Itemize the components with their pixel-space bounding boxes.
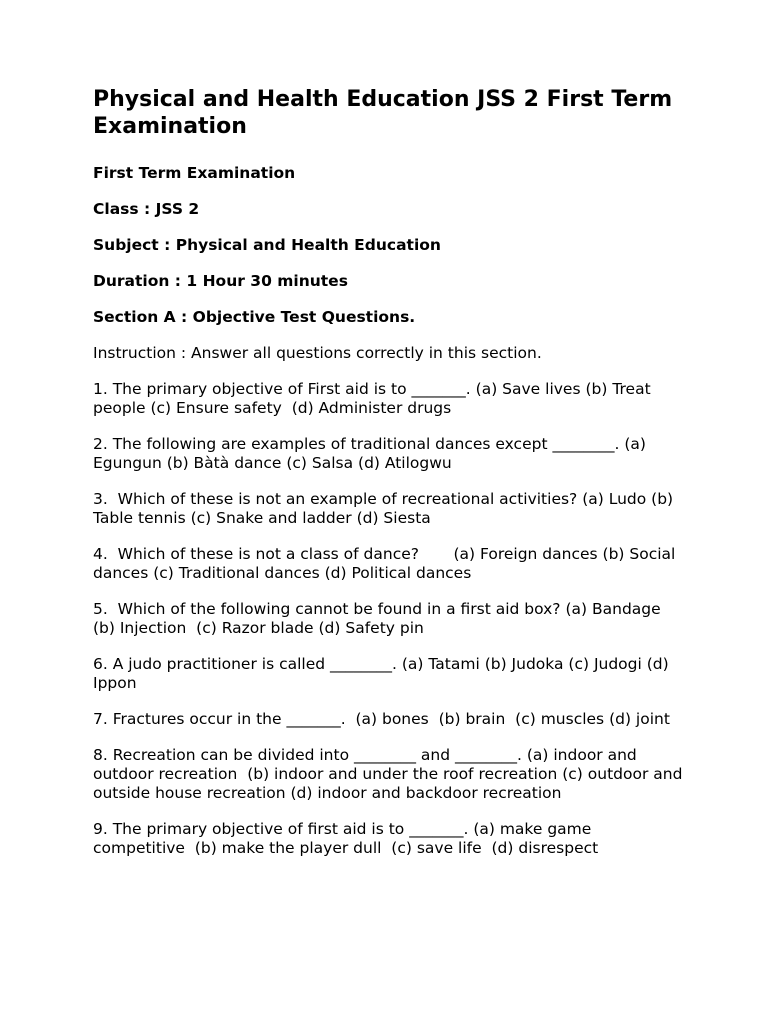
section-heading: Section A : Objective Test Questions. bbox=[93, 308, 416, 326]
subject-line: Subject : Physical and Health Education bbox=[93, 236, 441, 254]
question-2: 2. The following are examples of traditional dances except ________. (a) Egungun (b) Bàtà dance (c) Salsa (d) Atilogwu bbox=[93, 435, 651, 472]
document-title: Physical and Health Education JSS 2 First Term Examination bbox=[93, 87, 673, 139]
class-line: Class : JSS 2 bbox=[93, 200, 200, 218]
question-3: 3. Which of these is not an example of recreational activities? (a) Ludo (b) Table tennis (c) Snake and ladder (d) Siesta bbox=[93, 490, 679, 527]
question-9: 9. The primary objective of first aid is to _______. (a) make game competitive (b) make the player dull (c) save life (d) disrespect bbox=[93, 820, 599, 857]
question-list bbox=[93, 380, 688, 858]
question-8: 8. Recreation can be divided into ________ and ________. (a) indoor and outdoor recreation (b) indoor and under the roof recreation (c) outdoor and outside house recreation (d) indoor and backdoor recreation bbox=[93, 746, 688, 802]
exam-name: First Term Examination bbox=[93, 164, 296, 182]
question-6: 6. A judo practitioner is called ________. (a) Tatami (b) Judoka (c) Judogi (d) Ippon bbox=[93, 655, 674, 692]
question-7: 7. Fractures occur in the _______. (a) bones (b) brain (c) muscles (d) joint bbox=[93, 710, 670, 728]
question-4: 4. Which of these is not a class of dance? (a) Foreign dances (b) Social dances (c) Traditional dances (d) Political dances bbox=[93, 545, 681, 582]
instruction-text: Instruction : Answer all questions correctly in this section. bbox=[93, 344, 542, 362]
question-5: 5. Which of the following cannot be found in a first aid box? (a) Bandage (b) Injection (c) Razor blade (d) Safety pin bbox=[93, 600, 666, 637]
exam-document bbox=[93, 86, 688, 875]
question-1: 1. The primary objective of First aid is to _______. (a) Save lives (b) Treat people (c) Ensure safety (d) Administer drugs bbox=[93, 380, 656, 417]
duration-line: Duration : 1 Hour 30 minutes bbox=[93, 272, 348, 290]
